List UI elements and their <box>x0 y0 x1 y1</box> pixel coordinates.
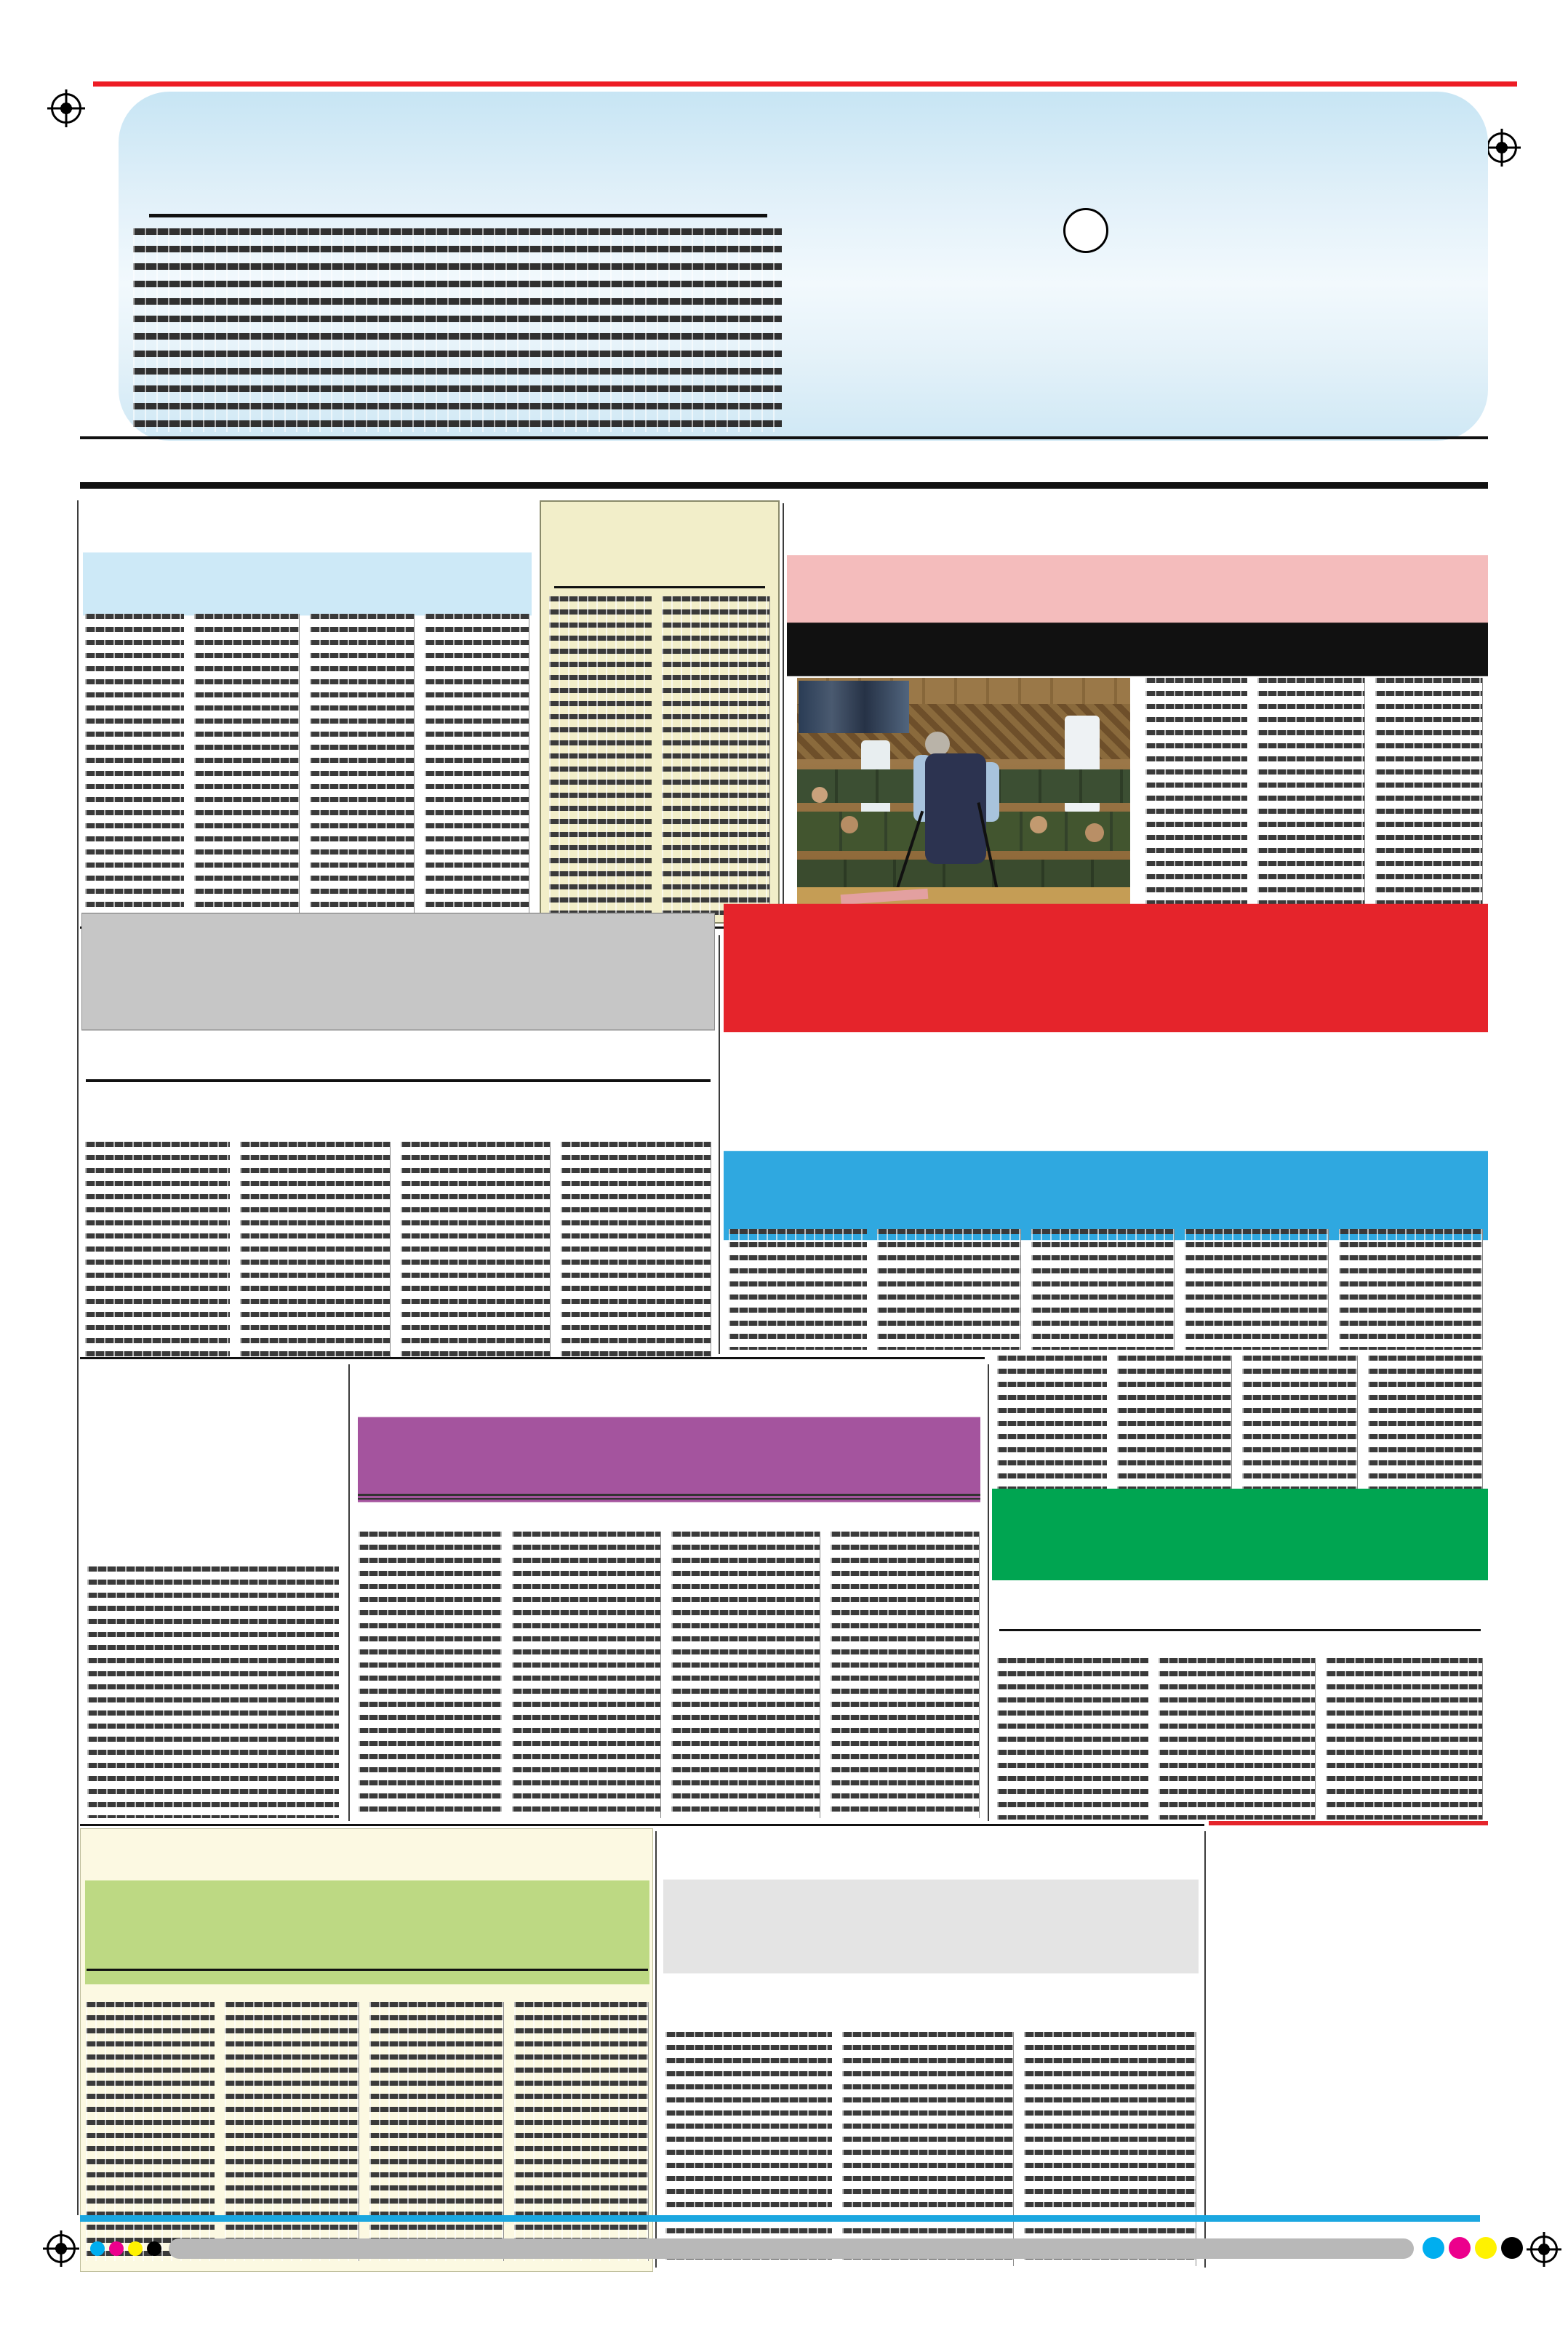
deaddiction-body-col <box>359 1532 502 1818</box>
land-bill-body-col <box>1375 678 1483 908</box>
amazon-body-col <box>225 2002 359 2261</box>
dog-bites-rule <box>999 1629 1481 1631</box>
crime-body-columns <box>544 596 775 915</box>
land-bill-body-columns <box>1140 678 1488 908</box>
photo-speaker-vest <box>925 753 986 864</box>
masthead-title <box>735 169 1484 430</box>
flood-body-columns <box>80 1142 716 1357</box>
article-dairy-scheme <box>1209 1828 1488 2272</box>
color-dot-black <box>147 2241 161 2256</box>
exam-body-col <box>1242 1356 1358 1495</box>
registration-mark-bottom-left <box>47 2234 76 2263</box>
photo-speaker-head <box>925 732 950 756</box>
exam-body-col <box>1368 1356 1484 1495</box>
deaddiction-double-rule <box>358 1494 980 1500</box>
deaddiction-body-col <box>671 1532 820 1818</box>
article-deaddiction-centres <box>353 1361 985 1824</box>
deaddiction-body-col <box>512 1532 661 1818</box>
article-dog-bites <box>992 1504 1488 1824</box>
exam-body-col <box>1339 1229 1483 1350</box>
left-edge-rule <box>77 500 79 2215</box>
sindoor-body-col <box>1024 2032 1196 2266</box>
assembly-strap <box>83 553 532 616</box>
schools-headline-line2 <box>80 1405 346 1458</box>
article-flood-plan <box>80 932 716 1357</box>
flood-body-col <box>561 1142 711 1357</box>
footer-gray-bar <box>169 2238 1414 2259</box>
footer-cyan-rule <box>80 2215 1480 2222</box>
column-rule <box>348 1364 350 1821</box>
land-bill-body-col <box>1257 678 1365 908</box>
amazon-body-columns <box>81 2002 654 2261</box>
article-crime-branch <box>540 500 780 924</box>
dog-bites-headline <box>992 1557 1488 1638</box>
column-rule <box>655 1831 657 2268</box>
photo-person-head <box>1085 823 1104 842</box>
article-amazon-exports <box>80 1828 653 2272</box>
schools-body-lead <box>87 1463 339 1562</box>
amazon-rule <box>87 1969 648 1971</box>
color-dot-black <box>1501 2237 1523 2259</box>
crime-headline-line2 <box>545 545 774 582</box>
registration-mark-top-right <box>1487 132 1517 163</box>
exam-body-columns-lower <box>992 1356 1488 1495</box>
photo-gallery-crowd <box>799 681 909 733</box>
column-rule <box>988 1364 989 1821</box>
flood-body-col <box>401 1142 551 1357</box>
column-rule <box>719 935 720 1354</box>
exam-blue-banner <box>724 1151 1488 1240</box>
dog-bites-body-col <box>1159 1658 1316 1820</box>
assembly-body-col <box>425 614 529 924</box>
article-operation-sindoor <box>660 1828 1201 2272</box>
dairy-body-lead <box>1213 1990 1484 2158</box>
assembly-body-col <box>85 614 184 924</box>
flood-subhead <box>80 1077 716 1145</box>
exam-body-col <box>877 1229 1021 1350</box>
assembly-body-col <box>310 614 415 924</box>
photo-person-head <box>1030 816 1047 833</box>
masthead-emblem <box>1063 208 1108 253</box>
column-rule <box>1204 1831 1206 2268</box>
exam-body-col <box>997 1356 1107 1495</box>
dog-bites-body-col <box>997 1658 1148 1820</box>
color-dot-yellow <box>128 2241 143 2256</box>
dog-bites-body-col <box>1326 1658 1483 1820</box>
crime-headline-line1 <box>545 511 774 547</box>
top-red-rule <box>93 81 1517 87</box>
color-dot-cyan <box>1423 2237 1444 2259</box>
color-dot-cyan <box>90 2241 105 2256</box>
color-dot-magenta <box>1449 2237 1471 2259</box>
photo-person-head <box>812 787 828 803</box>
exam-body-col <box>1117 1356 1233 1495</box>
amazon-body-col <box>369 2002 504 2261</box>
assembly-photo <box>797 678 1130 908</box>
article-land-bill <box>787 500 1488 924</box>
photo-person-head <box>841 816 858 833</box>
article-govt-schools <box>80 1361 346 1824</box>
article-assembly-issues <box>80 500 535 924</box>
schools-body-text <box>87 1566 339 1818</box>
color-dot-magenta <box>109 2241 124 2256</box>
assembly-body-columns <box>80 614 535 924</box>
land-bill-black-strap <box>787 623 1488 676</box>
deaddiction-purple-banner <box>358 1417 980 1502</box>
crime-body-col <box>662 596 770 915</box>
sindoor-body-col <box>665 2032 832 2266</box>
crime-body-col <box>549 596 652 915</box>
lead-story-body-text <box>133 228 782 432</box>
exam-body-col <box>1031 1229 1175 1350</box>
sindoor-body-columns <box>660 2032 1201 2266</box>
sindoor-body-col <box>842 2032 1015 2266</box>
amazon-body-col <box>514 2002 649 2261</box>
column-rule <box>783 503 784 921</box>
deaddiction-body-col <box>831 1532 980 1818</box>
deaddiction-body-columns <box>353 1532 985 1818</box>
color-dot-yellow <box>1475 2237 1497 2259</box>
assembly-body-col <box>194 614 299 924</box>
flood-body-col <box>240 1142 391 1357</box>
dairy-headline-line3 <box>1209 1921 1488 1993</box>
lead-headline-underline <box>149 214 767 217</box>
exam-body-columns-upper <box>724 1229 1488 1350</box>
dog-bites-body-columns <box>992 1658 1488 1820</box>
registration-mark-top-left <box>51 93 81 124</box>
registration-mark-bottom-right <box>1530 2236 1558 2263</box>
land-bill-body-col <box>1145 678 1247 908</box>
crime-headline-rule <box>554 586 765 588</box>
flood-body-col <box>85 1142 230 1357</box>
lead-story-headline <box>133 130 782 224</box>
exam-body-col <box>1185 1229 1329 1350</box>
amazon-body-col <box>86 2002 215 2261</box>
sindoor-attribution <box>660 1951 1201 2017</box>
exam-body-col <box>729 1229 867 1350</box>
